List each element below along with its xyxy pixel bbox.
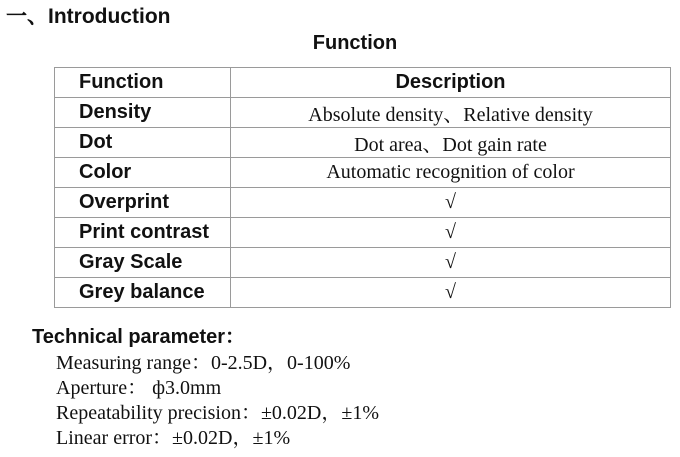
parameter-linear-error: Linear error：±0.02D，±1% [56, 427, 291, 449]
function-cell: Print contrast [55, 218, 231, 248]
description-cell: Absolute density、Relative density [231, 98, 671, 128]
table-header-row [55, 68, 671, 98]
checkmark-cell: √ [231, 248, 671, 278]
checkmark-cell: √ [231, 218, 671, 248]
technical-parameter-heading: Technical parameter： [32, 326, 246, 348]
technical-parameter-list [56, 351, 379, 451]
checkmark-cell: √ [231, 188, 671, 218]
table-row [55, 218, 671, 248]
function-cell: Overprint [55, 188, 231, 218]
function-cell: Dot [55, 128, 231, 158]
function-table [54, 67, 671, 308]
table-caption: Function [312, 32, 398, 54]
description-cell: Automatic recognition of color [231, 158, 671, 188]
checkmark-cell: √ [231, 278, 671, 308]
table-row [55, 158, 671, 188]
section-title: 一、Introduction [6, 5, 171, 28]
table-row [55, 248, 671, 278]
table-row [55, 98, 671, 128]
table-row [55, 128, 671, 158]
parameter-aperture: Aperture： ф3.0mm [56, 377, 222, 399]
column-header-description: Description [231, 68, 671, 98]
function-cell: Gray Scale [55, 248, 231, 278]
description-cell: Dot area、Dot gain rate [231, 128, 671, 158]
table-row [55, 278, 671, 308]
parameter-repeatability-precision: Repeatability precision：±0.02D，±1% [56, 402, 379, 424]
parameter-measuring-range: Measuring range：0-2.5D，0-100% [56, 352, 351, 374]
function-cell: Grey balance [55, 278, 231, 308]
column-header-function: Function [55, 68, 231, 98]
function-cell: Color [55, 158, 231, 188]
table-row [55, 188, 671, 218]
function-cell: Density [55, 98, 231, 128]
